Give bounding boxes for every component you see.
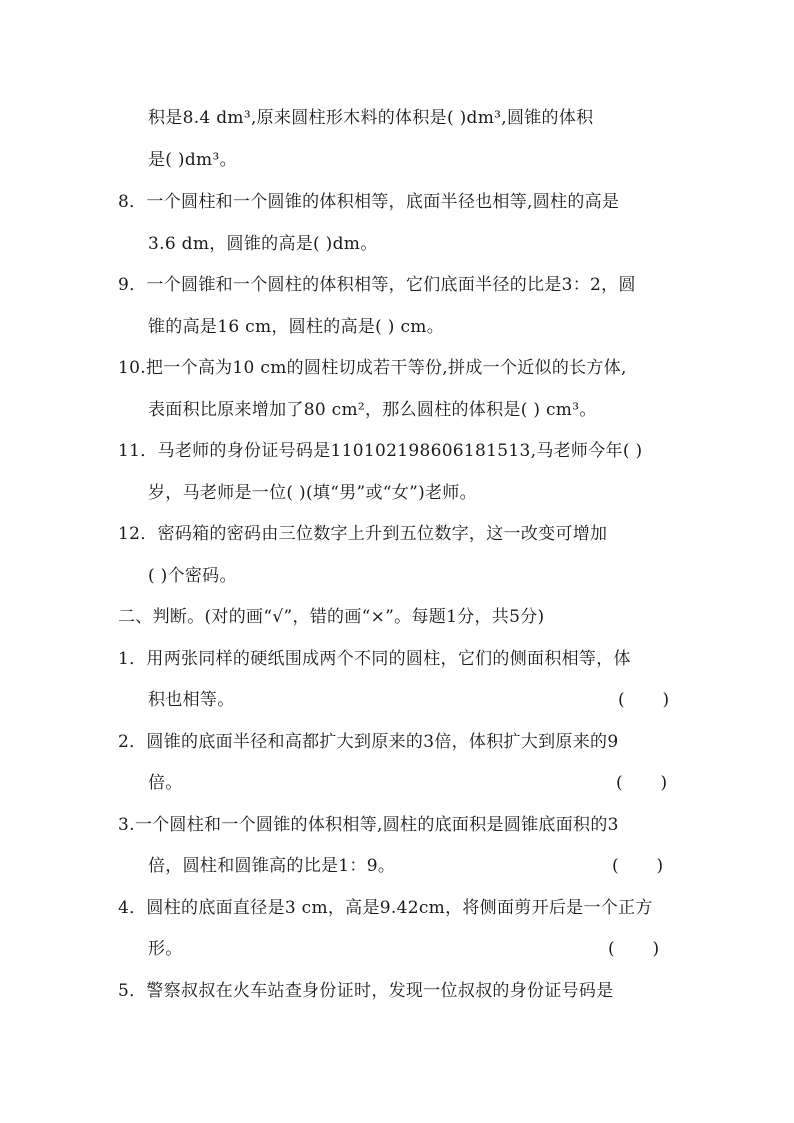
line-q10-1: 10.把一个高为10 cm的圆柱切成若干等份,拼成一个近似的长方体, <box>118 358 627 378</box>
line-q8-1: 8．一个圆柱和一个圆锥的体积相等，底面半径也相等,圆柱的高是 <box>118 192 620 212</box>
line-j2-2: 倍。 <box>148 773 183 793</box>
line-j4-2: 形。 <box>148 939 183 959</box>
judge-bracket-3: ( ) <box>612 856 664 876</box>
line-j4-1: 4．圆柱的底面直径是3 cm，高是9.42cm，将侧面剪开后是一个正方 <box>118 898 653 918</box>
line-j3-2: 倍，圆柱和圆锥高的比是1：9。 <box>148 856 396 876</box>
line-q11-2: 岁，马老师是一位( )(填“男”或“女”)老师。 <box>148 483 477 503</box>
line-j5-1: 5．警察叔叔在火车站查身份证时，发现一位叔叔的身份证号码是 <box>118 981 614 1001</box>
line-j3-1: 3.一个圆柱和一个圆锥的体积相等,圆柱的底面积是圆锥底面积的3 <box>118 815 619 835</box>
line-q7-cont-1: 积是8.4 dm³,原来圆柱形木料的体积是( )dm³,圆锥的体积 <box>148 108 594 128</box>
section-heading-judge: 二、判断。(对的画“√”，错的画“×”。每题1分，共5分) <box>118 607 545 627</box>
line-q9-1: 9．一个圆锥和一个圆柱的体积相等，它们底面半径的比是3：2，圆 <box>118 275 636 295</box>
line-q12-2: ( )个密码。 <box>148 566 237 586</box>
line-j1-1: 1．用两张同样的硬纸围成两个不同的圆柱，它们的侧面积相等，体 <box>118 649 631 669</box>
line-q11-1: 11．马老师的身份证号码是110102198606181513,马老师今年( ) <box>118 441 643 461</box>
line-q9-2: 锥的高是16 cm，圆柱的高是( ) cm。 <box>148 317 444 337</box>
line-j1-2: 积也相等。 <box>148 690 235 710</box>
judge-bracket-4: ( ) <box>608 939 660 959</box>
line-q7-cont-2: 是( )dm³。 <box>148 150 237 170</box>
line-q8-2: 3.6 dm，圆锥的高是( )dm。 <box>148 234 378 254</box>
line-q10-2: 表面积比原来增加了80 cm²，那么圆柱的体积是( ) cm³。 <box>148 400 597 420</box>
line-q12-1: 12．密码箱的密码由三位数字上升到五位数字，这一改变可增加 <box>118 524 608 544</box>
line-j2-1: 2．圆锥的底面半径和高都扩大到原来的3倍，体积扩大到原来的9 <box>118 732 619 752</box>
judge-bracket-2: ( ) <box>616 773 668 793</box>
judge-bracket-1: ( ) <box>618 690 670 710</box>
